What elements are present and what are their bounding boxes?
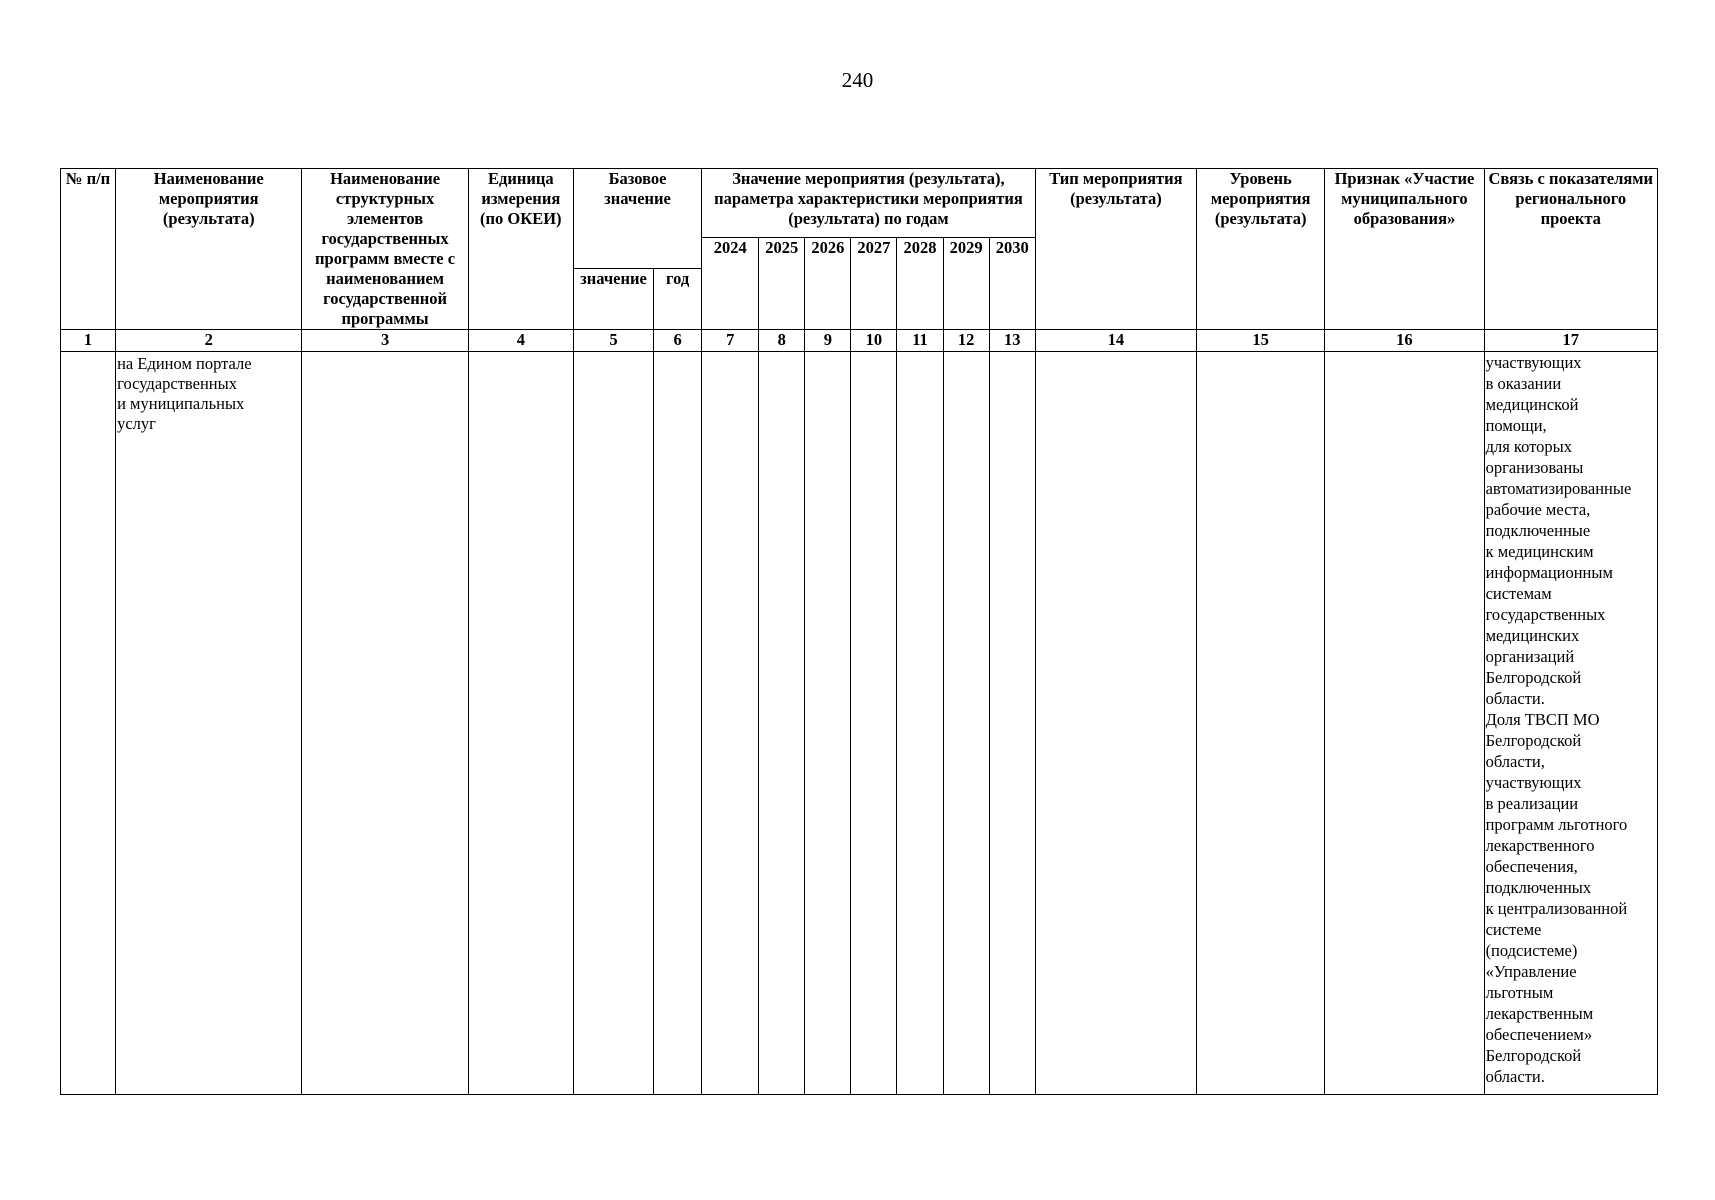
table-row (61, 352, 1658, 1095)
column-number: 16 (1325, 330, 1484, 352)
header-year-2030: 2030 (989, 238, 1035, 330)
row-cell-regional-link (1484, 352, 1657, 1095)
row-cell-number (61, 352, 116, 1095)
row-cell-2029 (943, 352, 989, 1095)
header-event-name: Наименование мероприятия (результата) (116, 169, 302, 330)
row-cell-2025 (759, 352, 805, 1095)
row-cell-event-type (1035, 352, 1196, 1095)
row-cell-2027 (851, 352, 897, 1095)
column-number: 17 (1484, 330, 1657, 352)
column-number: 12 (943, 330, 989, 352)
column-number: 4 (468, 330, 573, 352)
column-number: 9 (805, 330, 851, 352)
header-year-2028: 2028 (897, 238, 943, 330)
row-cell-unit (468, 352, 573, 1095)
header-year-2026: 2026 (805, 238, 851, 330)
header-base-value-year: год (654, 269, 702, 330)
row-cell-structural-elements (302, 352, 468, 1095)
column-number: 1 (61, 330, 116, 352)
row-cell-2028 (897, 352, 943, 1095)
row-cell-event-level (1197, 352, 1325, 1095)
row-cell-2030 (989, 352, 1035, 1095)
header-number: № п/п (61, 169, 116, 330)
column-number: 15 (1197, 330, 1325, 352)
column-number: 10 (851, 330, 897, 352)
header-year-2027: 2027 (851, 238, 897, 330)
column-number: 2 (116, 330, 302, 352)
header-structural-elements: Наименование структурных элементов государственных программ вместе с наименованием государственной программы (302, 169, 468, 330)
header-event-type: Тип мероприятия (результата) (1035, 169, 1196, 330)
column-number: 7 (702, 330, 759, 352)
column-number: 6 (654, 330, 702, 352)
event-name-text: на Едином портале государственных и муниципальных услуг (117, 354, 252, 433)
header-values-by-year: Значение мероприятия (результата), параметра характеристики мероприятия (результата) по годам (702, 169, 1036, 238)
header-year-2025: 2025 (759, 238, 805, 330)
column-number: 13 (989, 330, 1035, 352)
row-cell-base-year (654, 352, 702, 1095)
header-year-2029: 2029 (943, 238, 989, 330)
header-base-value-amount: значение (573, 269, 653, 330)
document-table (60, 168, 1658, 1095)
row-cell-2026 (805, 352, 851, 1095)
header-event-level: Уровень мероприятия (результата) (1197, 169, 1325, 330)
row-cell-event-name (116, 352, 302, 1095)
row-cell-municipal-participation (1325, 352, 1484, 1095)
header-municipal-participation: Признак «Участие муниципального образования» (1325, 169, 1484, 330)
regional-link-text: участвующих в оказании медицинской помощи, для которых организованы автоматизированные рабочие места, подключенные к медицинским информационным системам государственных медицинских организаций Белгородской области. Доля ТВСП МО Белгородской области, участвующих в реализации программ льготного лекарственного обеспечения, подключенных к централизованной системе (подсистеме) «Управление льготным лекарственным обеспечением» Белгородской области. (1485, 353, 1632, 1086)
header-year-2024: 2024 (702, 238, 759, 330)
column-number: 8 (759, 330, 805, 352)
row-cell-2024 (702, 352, 759, 1095)
header-regional-link: Связь с показателями регионального проекта (1484, 169, 1657, 330)
header-unit: Единица измерения (по ОКЕИ) (468, 169, 573, 330)
row-cell-base-value (573, 352, 653, 1095)
column-number: 14 (1035, 330, 1196, 352)
column-number: 5 (573, 330, 653, 352)
column-number: 11 (897, 330, 943, 352)
column-number: 3 (302, 330, 468, 352)
header-base-value: Базовое значение (573, 169, 701, 269)
page-number: 240 (841, 68, 874, 92)
